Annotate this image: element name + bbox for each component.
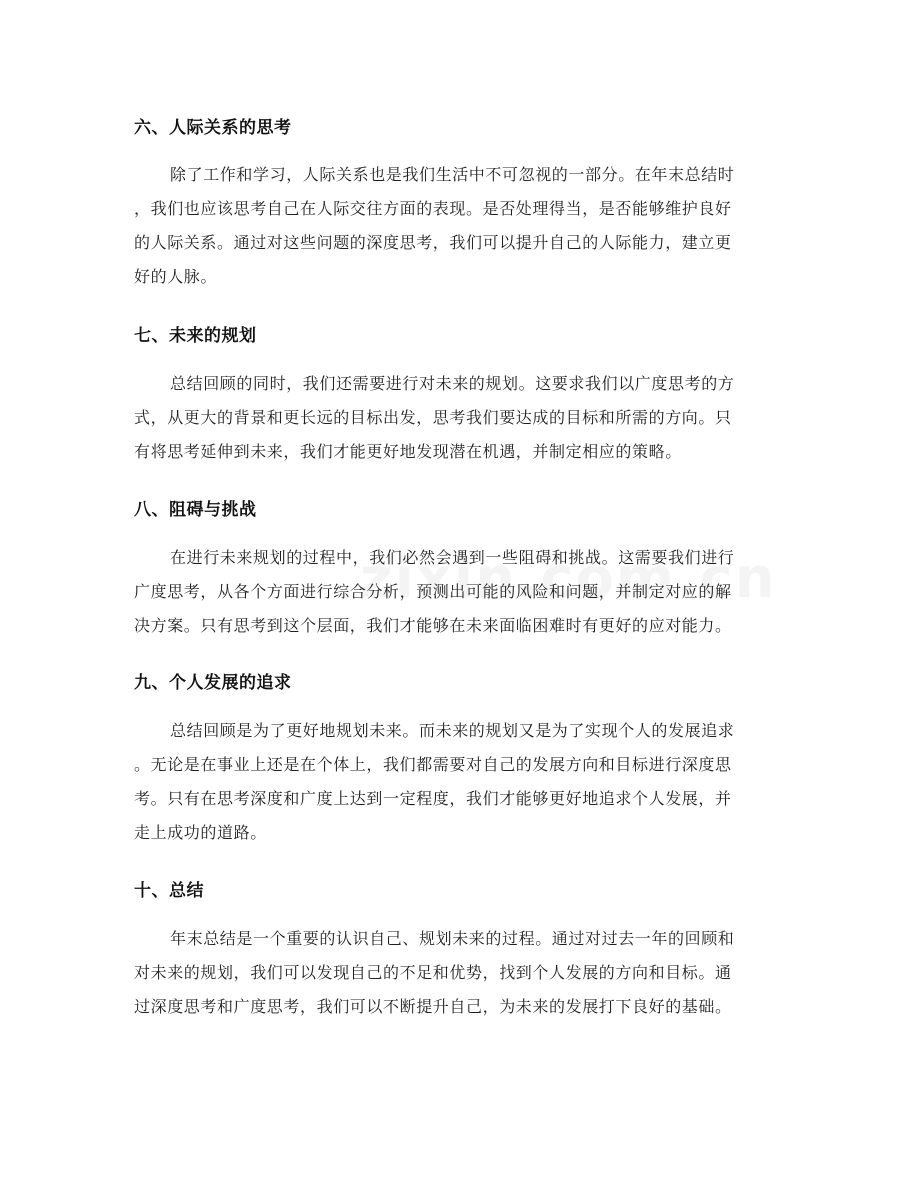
paragraph-line: 年末总结是一个重要的认识自己、规划未来的过程。通过对过去一年的回顾和 [170, 929, 735, 948]
paragraph-line: 走上成功的道路。 [134, 823, 267, 842]
section-heading-8: 八、阻碍与挑战 [134, 500, 257, 520]
paragraph-line: 有将思考延伸到未来，我们才能更好地发现潜在机遇，并制定相应的策略。 [134, 442, 682, 461]
paragraph-line: 考。只有在思考深度和广度上达到一定程度，我们才能够更好地追求个人发展，并 [134, 789, 732, 808]
paragraph-line: 在进行未来规划的过程中，我们必然会遇到一些阻碍和挑战。这需要我们进行 [170, 548, 735, 567]
paragraph-line: 总结回顾是为了更好地规划未来。而未来的规划又是为了实现个人的发展追求 [170, 721, 735, 740]
paragraph-line: 对未来的规划，我们可以发现自己的不足和优势，找到个人发展的方向和目标。通 [134, 963, 732, 982]
paragraph-line: 总结回顾的同时，我们还需要进行对未来的规划。这要求我们以广度思考的方 [170, 374, 735, 393]
paragraph-line: 广度思考，从各个方面进行综合分析，预测出可能的风险和问题，并制定对应的解 [134, 582, 732, 601]
section-heading-6: 六、人际关系的思考 [134, 118, 292, 138]
paragraph-line: 的人际关系。通过对这些问题的深度思考，我们可以提升自己的人际能力，建立更 [134, 233, 732, 252]
paragraph-line: 决方案。只有思考到这个层面，我们才能够在未来面临困难时有更好的应对能力。 [134, 616, 732, 635]
section-heading-10: 十、总结 [134, 881, 204, 901]
section-heading-9: 九、个人发展的追求 [134, 673, 292, 693]
paragraph-line: 式，从更大的背景和更长远的目标出发，思考我们要达成的目标和所需的方向。只 [134, 408, 732, 427]
paragraph-line: 好的人脉。 [134, 267, 218, 286]
paragraph-line: 。无论是在事业上还是在个体上，我们都需要对自己的发展方向和目标进行深度思 [134, 755, 732, 774]
paragraph-line: 过深度思考和广度思考，我们可以不断提升自己，为未来的发展打下良好的基础。 [134, 997, 732, 1016]
paragraph-line: 除了工作和学习，人际关系也是我们生活中不可忽视的一部分。在年末总结时 [170, 165, 735, 184]
paragraph-line: ，我们也应该思考自己在人际交往方面的表现。是否处理得当，是否能够维护良好 [134, 199, 732, 218]
section-heading-7: 七、未来的规划 [134, 326, 257, 346]
